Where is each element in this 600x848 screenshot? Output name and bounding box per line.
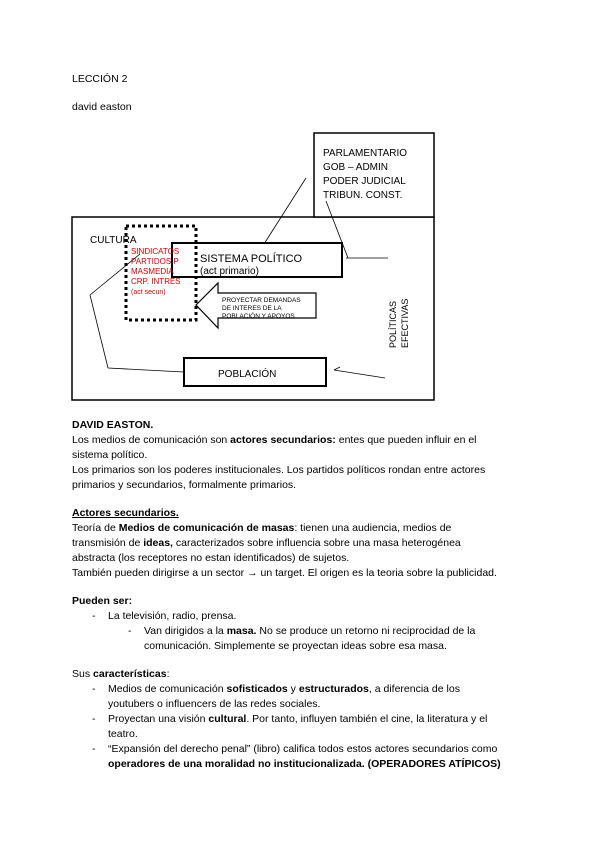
section4-item2-line2: teatro. — [108, 728, 138, 740]
bullet: - — [128, 625, 132, 637]
institutions-box — [314, 133, 434, 217]
bullet: - — [92, 713, 96, 725]
institutions-line-4: TRIBUN. CONST. — [323, 190, 403, 201]
section1-p2-line2: primarios y secundarios, formalmente primarios. — [72, 479, 297, 491]
politicas-line-2: EFECTIVAS — [400, 298, 410, 348]
section2-line1: Teoría de Medios de comunicación de masas: tienen una audiencia, medios de — [72, 522, 452, 534]
connector-left — [90, 295, 108, 368]
bullet: - — [92, 743, 96, 755]
connector-top — [264, 178, 306, 244]
section1-p1: Los medios de comunicación son actores secundarios: entes que pueden influir en el — [72, 434, 477, 446]
section2-heading: Actores secundarios. — [72, 507, 179, 519]
sistema-subtitle: (act primario) — [200, 266, 259, 277]
section1-p1-line2: sistema político. — [72, 449, 148, 461]
section3-heading: Pueden ser: — [72, 595, 133, 607]
connector-bottom-right — [334, 370, 385, 378]
section4-item3: “Expansión del derecho penal” (libro) califica todos estos actores secundarios como — [108, 743, 498, 755]
politicas-line-1: POLÍTICAS — [388, 300, 398, 348]
red-line-3: MASMEDIA — [131, 267, 174, 276]
section4-item1: Medios de comunicación sofisticados y estructurados, a diferencia de los — [108, 683, 460, 695]
institutions-line-2: GOB – ADMIN — [323, 162, 389, 173]
section3-sub1: Van dirigidos a la masa. No se produce un retorno ni reciprocidad de la — [144, 625, 476, 637]
section4-item3-line2: operadores de una moralidad no institucionalizada. (OPERADORES ATÍPICOS) — [108, 758, 501, 770]
author-name: david easton — [72, 101, 132, 113]
red-line-5: (act secun) — [131, 289, 166, 296]
section2-line4: También pueden dirigirse a un sector → un target. El origen es la teoria sobre la publicidad. — [72, 567, 497, 579]
section2-line2: transmisión de ideas, caracterizados sobre influencia sobre una masa heterogénea — [72, 537, 461, 549]
red-line-4: CRP. INTRES — [131, 277, 181, 286]
section1-heading: DAVID EASTON. — [72, 419, 154, 431]
arrow-line-3: POBLACIÓN Y APOYOS — [222, 313, 295, 320]
poblacion-label: POBLACIÓN — [218, 369, 277, 380]
bullet: - — [92, 683, 96, 695]
sistema-title: SISTEMA POLÍTICO — [200, 253, 303, 265]
connector-bottom-left — [108, 368, 184, 372]
section3-item1: La televisión, radio, prensa. — [108, 610, 237, 622]
institutions-line-3: PODER JUDICIAL — [323, 176, 406, 187]
lesson-title: LECCIÓN 2 — [72, 73, 128, 85]
red-line-2: PARTIDOS P — [131, 257, 179, 266]
cultura-label: CULTURA — [90, 235, 137, 246]
arrow-line-1: PROYECTAR DEMANDAS — [222, 297, 301, 304]
arrow-line-2: DE INTERES DE LA — [222, 305, 282, 312]
red-line-1: SINDICATOS — [131, 247, 180, 256]
section2-line3: abstracta (los receptores no estan identificados) de sujetos. — [72, 552, 350, 564]
bullet: - — [92, 610, 96, 622]
easton-diagram — [0, 0, 600, 410]
section4-intro: Sus características: — [72, 668, 170, 680]
section4-item1-line2: youtubers o influencers de las redes sociales. — [108, 698, 321, 710]
section1-p2-line1: Los primarios son los poderes institucionales. Los partidos políticos rondan entre actores — [72, 464, 486, 476]
section3-sub1-line2: comunicación. Simplemente se proyectan ideas sobre esa masa. — [144, 640, 447, 652]
section4-item2: Proyectan una visión cultural. Por tanto, influyen también el cine, la literatura y el — [108, 713, 488, 725]
institutions-line-1: PARLAMENTARIO — [323, 148, 408, 159]
